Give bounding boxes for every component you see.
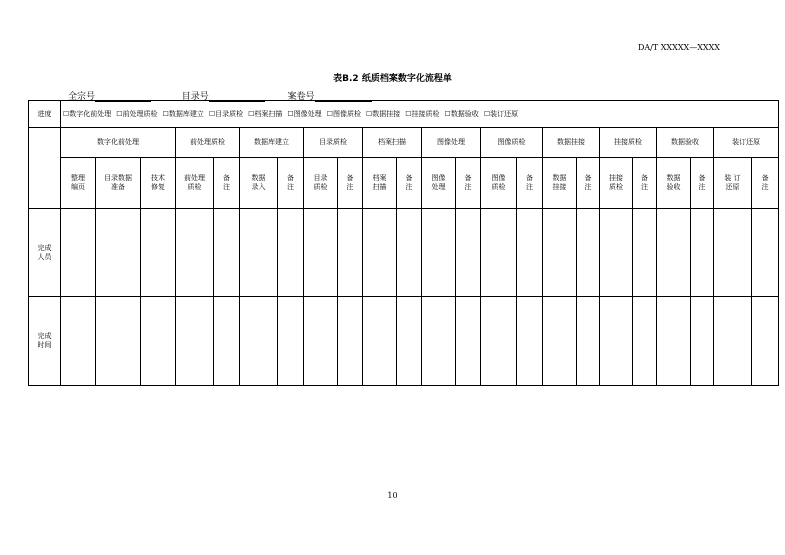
- entry-cell[interactable]: [456, 209, 481, 297]
- subcolumn-header: 前处理 质检: [176, 158, 214, 209]
- entry-cell[interactable]: [338, 297, 363, 386]
- entry-cell[interactable]: [214, 297, 240, 386]
- checkbox-icon[interactable]: ☐: [116, 109, 123, 118]
- entry-cell[interactable]: [481, 209, 517, 297]
- checkbox-icon[interactable]: ☐: [405, 109, 412, 118]
- progress-options: [61, 101, 779, 128]
- progress-option-2[interactable]: ☐前处理质检: [116, 109, 158, 118]
- stage-header: 数据库建立: [240, 128, 304, 158]
- entry-cell[interactable]: [577, 209, 600, 297]
- stage-header: 数据挂接: [543, 128, 600, 158]
- entry-cell[interactable]: [714, 297, 752, 386]
- entry-cell[interactable]: [752, 209, 779, 297]
- stage-header: 目录质检: [304, 128, 363, 158]
- subcolumn-header: 装 订 还原: [714, 158, 752, 209]
- entry-cell[interactable]: [633, 297, 657, 386]
- entry-cell[interactable]: [397, 297, 422, 386]
- subcolumn-header: 备 注: [691, 158, 714, 209]
- stage-header: 数据验收: [657, 128, 714, 158]
- progress-option-10[interactable]: ☐数据验收: [444, 109, 479, 118]
- entry-cell[interactable]: [691, 209, 714, 297]
- entry-cell[interactable]: [397, 209, 422, 297]
- subcolumn-header: 技术 修复: [141, 158, 176, 209]
- checkbox-icon[interactable]: ☐: [162, 109, 169, 118]
- subcolumn-header: 备 注: [214, 158, 240, 209]
- entry-cell[interactable]: [176, 297, 214, 386]
- subcolumn-header: 数据 录入: [240, 158, 278, 209]
- entry-cell[interactable]: [240, 297, 278, 386]
- stage-header: 图像质检: [481, 128, 543, 158]
- stage-header: 前处理质检: [176, 128, 240, 158]
- checkbox-icon[interactable]: ☐: [365, 109, 373, 118]
- checkbox-icon[interactable]: ☐: [287, 109, 294, 118]
- subcolumn-header: 备 注: [338, 158, 363, 209]
- entry-cell[interactable]: [752, 297, 779, 386]
- checkbox-icon[interactable]: ☐: [483, 109, 491, 118]
- progress-option-8[interactable]: ☐数据挂接: [365, 109, 401, 118]
- subcolumn-header: 图像 质检: [481, 158, 517, 209]
- entry-cell[interactable]: [691, 297, 714, 386]
- subcolumn-header: 数据 验收: [657, 158, 691, 209]
- progress-label: 进度: [29, 101, 61, 128]
- stage-header: 数字化前处理: [61, 128, 176, 158]
- entry-cell[interactable]: [600, 297, 633, 386]
- header-corner: [29, 128, 61, 209]
- field-label-catalog: 目录号: [181, 92, 209, 102]
- entry-cell[interactable]: [278, 209, 304, 297]
- stage-header: 挂接质检: [600, 128, 657, 158]
- progress-option-9[interactable]: ☐挂接质检: [405, 109, 440, 118]
- entry-cell[interactable]: [657, 297, 691, 386]
- entry-cell[interactable]: [714, 209, 752, 297]
- stage-header: 档案扫描: [363, 128, 422, 158]
- subcolumn-header: 备 注: [278, 158, 304, 209]
- subcolumn-header: 目录 质检: [304, 158, 338, 209]
- subcolumn-header: 档案 扫描: [363, 158, 397, 209]
- entry-cell[interactable]: [517, 297, 543, 386]
- subcolumn-header: 备 注: [633, 158, 657, 209]
- entry-cell[interactable]: [214, 209, 240, 297]
- entry-cell[interactable]: [577, 297, 600, 386]
- entry-cell[interactable]: [543, 297, 577, 386]
- progress-option-5[interactable]: ☐档案扫描: [248, 109, 283, 118]
- progress-option-4[interactable]: ☐目录质检: [208, 109, 244, 118]
- field-label-fonds: 全宗号: [68, 92, 96, 102]
- entry-cell[interactable]: [96, 209, 141, 297]
- subcolumn-header: 挂接 质检: [600, 158, 633, 209]
- field-label-file: 案卷号: [287, 92, 315, 102]
- subcolumn-header: 备 注: [577, 158, 600, 209]
- checkbox-icon[interactable]: ☐: [208, 109, 216, 118]
- subcolumn-header: 整理 编页: [61, 158, 96, 209]
- entry-cell[interactable]: [633, 209, 657, 297]
- checkbox-icon[interactable]: ☐: [444, 109, 451, 118]
- entry-cell[interactable]: [422, 209, 456, 297]
- progress-option-1[interactable]: ☐数字化前处理: [63, 109, 112, 118]
- progress-option-6[interactable]: ☐图像处理: [287, 109, 322, 118]
- row-label-personnel: 完成 人员: [29, 209, 61, 297]
- subcolumn-header: 备 注: [456, 158, 481, 209]
- entry-cell[interactable]: [278, 297, 304, 386]
- entry-cell[interactable]: [363, 209, 397, 297]
- entry-cell[interactable]: [657, 209, 691, 297]
- entry-cell[interactable]: [141, 209, 176, 297]
- progress-option-11[interactable]: ☐装订还原: [483, 109, 519, 118]
- progress-option-7[interactable]: ☐图像质检: [326, 109, 361, 118]
- entry-cell[interactable]: [517, 209, 543, 297]
- entry-cell[interactable]: [543, 209, 577, 297]
- subcolumn-header: 备 注: [752, 158, 779, 209]
- page-number: 10: [387, 491, 398, 500]
- entry-cell[interactable]: [96, 297, 141, 386]
- subcolumn-header: 备 注: [397, 158, 422, 209]
- entry-cell[interactable]: [304, 297, 338, 386]
- entry-cell[interactable]: [61, 297, 96, 386]
- row-label-time: 完成 时间: [29, 297, 61, 386]
- entry-cell[interactable]: [61, 209, 96, 297]
- checkbox-icon[interactable]: ☐: [63, 109, 70, 118]
- form-title: 表B.2 纸质档案数字化流程单: [333, 74, 452, 84]
- entry-cell[interactable]: [141, 297, 176, 386]
- progress-option-3[interactable]: ☐数据库建立: [162, 109, 204, 118]
- entry-cell[interactable]: [600, 209, 633, 297]
- subcolumn-header: 数据 挂接: [543, 158, 577, 209]
- stage-header: 图像处理: [422, 128, 481, 158]
- stage-header: 装订还原: [714, 128, 779, 158]
- standard-code: DA/T XXXXX—XXXX: [637, 43, 720, 52]
- entry-cell[interactable]: [338, 209, 363, 297]
- entry-cell[interactable]: [176, 209, 214, 297]
- subcolumn-header: 图像 处理: [422, 158, 456, 209]
- entry-cell[interactable]: [456, 297, 481, 386]
- entry-cell[interactable]: [422, 297, 456, 386]
- entry-cell[interactable]: [304, 209, 338, 297]
- checkbox-icon[interactable]: ☐: [248, 109, 255, 118]
- entry-cell[interactable]: [240, 209, 278, 297]
- checkbox-icon[interactable]: ☐: [326, 109, 333, 118]
- entry-cell[interactable]: [481, 297, 517, 386]
- entry-cell[interactable]: [363, 297, 397, 386]
- process-table: [28, 100, 779, 386]
- subcolumn-header: 目录数据 准备: [96, 158, 141, 209]
- subcolumn-header: 备 注: [517, 158, 543, 209]
